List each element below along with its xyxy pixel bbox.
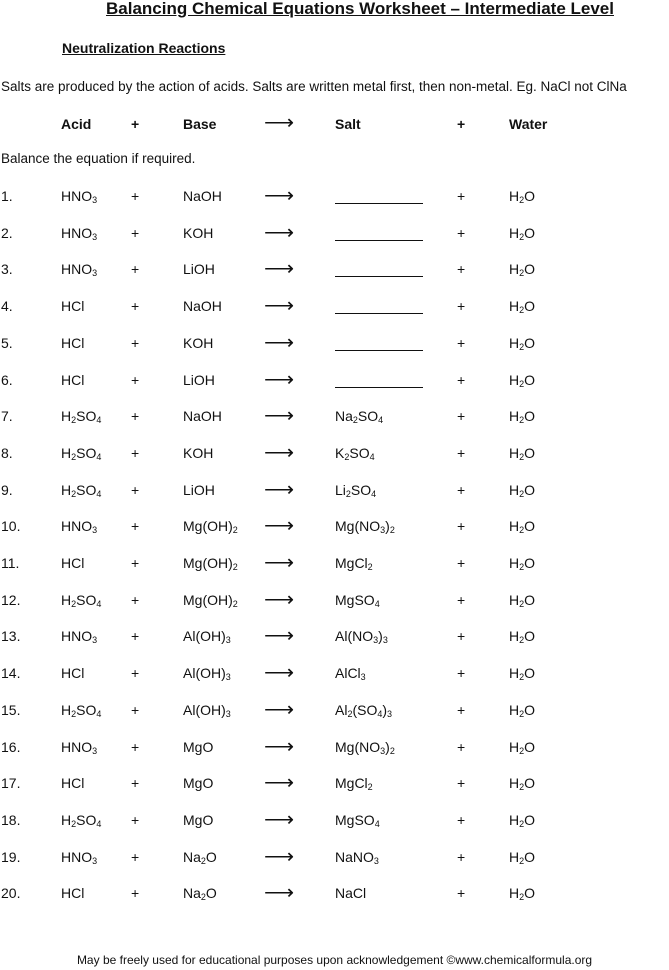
header-arrow-icon: ⟶ (264, 111, 295, 134)
plus-sign: + (131, 848, 140, 865)
plus-sign: + (457, 591, 466, 608)
base-formula: $Na_2O$ (183, 885, 217, 903)
base-formula: MgO (183, 775, 214, 792)
equation-row (0, 881, 669, 907)
water-formula: $H_2O$ (509, 371, 536, 389)
base-formula: $Al(OH)_3$ (183, 628, 231, 646)
salt-formula: $Li_2SO_4$ (335, 481, 377, 499)
equation-row (0, 477, 669, 504)
worksheet-title: Balancing Chemical Equations Worksheet – Intermediate Level (106, 0, 614, 18)
base-formula: LiOH (183, 261, 215, 278)
equation-number: 16. (1, 738, 21, 755)
equation-row (0, 440, 669, 467)
base-formula: $Na_2O$ (183, 848, 217, 866)
equation-number: 5. (1, 334, 13, 351)
acid-formula: HCl (61, 885, 85, 902)
base-formula: NaOH (183, 408, 222, 425)
water-formula: $H_2O$ (509, 224, 536, 242)
arrow-icon: ⟶ (264, 587, 295, 611)
plus-sign: + (131, 665, 140, 682)
header-plus: + (457, 116, 466, 132)
salt-formula: $Al_2(SO_4)_3$ (335, 701, 393, 719)
plus-sign: + (457, 811, 466, 828)
equation-row (0, 330, 669, 357)
arrow-icon: ⟶ (264, 661, 295, 685)
arrow-icon: ⟶ (264, 184, 295, 207)
acid-formula: $H_2SO_4$ (61, 701, 102, 719)
plus-sign: + (457, 444, 466, 461)
plus-sign: + (131, 298, 140, 315)
acid-formula: $HNO_3$ (61, 518, 98, 536)
salt-answer-blank[interactable] (335, 335, 423, 354)
salt-formula: $Mg(NO_3)_2$ (335, 738, 395, 756)
acid-formula: HCl (61, 775, 85, 792)
water-formula: $H_2O$ (509, 591, 536, 609)
water-formula: $H_2O$ (509, 261, 536, 279)
equation-row (0, 587, 669, 614)
plus-sign: + (457, 224, 466, 241)
water-formula: $H_2O$ (509, 665, 536, 683)
base-formula: $Mg(OH)_2$ (183, 555, 238, 572)
base-formula: LiOH (183, 481, 215, 498)
equation-number: 15. (1, 701, 21, 718)
equation-number: 11. (1, 555, 20, 571)
intro-text: Salts are produced by the action of acids. Salts are written metal first, then non-metal. Eg. NaCl not ClNa (1, 79, 627, 94)
water-formula: $H_2O$ (509, 334, 536, 352)
section-heading: Neutralization Reactions (62, 40, 226, 56)
equation-row (0, 404, 669, 430)
arrow-icon: ⟶ (264, 514, 295, 538)
salt-answer-blank[interactable] (335, 225, 423, 244)
plus-sign: + (131, 188, 140, 204)
acid-formula: $HNO_3$ (61, 261, 98, 279)
plus-sign: + (457, 738, 466, 755)
equation-number: 6. (1, 371, 13, 388)
equation-number: 10. (1, 518, 21, 535)
salt-formula: AlCl$_3$ (335, 665, 366, 683)
arrow-icon: ⟶ (264, 294, 295, 318)
header-salt: Salt (335, 116, 361, 132)
equation-row (0, 184, 669, 210)
salt-formula: MgSO$_4$ (335, 811, 380, 829)
plus-sign: + (131, 555, 140, 571)
salt-formula: $Mg(NO_3)_2$ (335, 518, 395, 536)
plus-sign: + (457, 628, 466, 645)
arrow-icon: ⟶ (264, 330, 295, 354)
equation-number: 2. (1, 224, 13, 241)
equation-row (0, 844, 669, 871)
equation-number: 8. (1, 444, 13, 461)
salt-answer-blank[interactable] (335, 188, 423, 207)
plus-sign: + (457, 848, 466, 865)
salt-formula: MgSO$_4$ (335, 591, 380, 609)
acid-formula: HCl (61, 371, 85, 388)
arrow-icon: ⟶ (264, 807, 295, 831)
plus-sign: + (457, 518, 466, 535)
salt-answer-blank[interactable] (335, 261, 423, 280)
acid-formula: HCl (61, 298, 85, 315)
plus-sign: + (131, 481, 140, 498)
plus-sign: + (457, 298, 466, 315)
water-formula: $H_2O$ (509, 775, 536, 793)
base-formula: NaOH (183, 298, 222, 315)
acid-formula: HCl (61, 665, 85, 682)
base-formula: MgO (183, 738, 214, 755)
equation-number: 17. (1, 775, 21, 792)
equation-row (0, 551, 669, 577)
header-water: Water (509, 116, 548, 132)
acid-formula: $HNO_3$ (61, 848, 98, 866)
plus-sign: + (131, 371, 140, 388)
water-formula: $H_2O$ (509, 885, 536, 903)
equation-row (0, 514, 669, 540)
equation-row (0, 367, 669, 394)
plus-sign: + (131, 701, 140, 718)
equation-number: 12. (1, 591, 21, 608)
equation-row (0, 624, 669, 650)
base-formula: $Al(OH)_3$ (183, 665, 231, 683)
water-formula: $H_2O$ (509, 555, 536, 572)
equation-number: 4. (1, 298, 13, 315)
acid-formula: HCl (61, 555, 85, 571)
plus-sign: + (131, 738, 140, 755)
equation-row (0, 220, 669, 247)
arrow-icon: ⟶ (264, 734, 295, 758)
plus-sign: + (131, 591, 140, 608)
arrow-icon: ⟶ (264, 624, 295, 648)
plus-sign: + (131, 518, 140, 535)
equation-number: 14. (1, 665, 21, 682)
equation-row (0, 257, 669, 283)
acid-formula: $HNO_3$ (61, 188, 98, 205)
water-formula: $H_2O$ (509, 481, 536, 499)
water-formula: $H_2O$ (509, 848, 536, 866)
base-formula: $Mg(OH)_2$ (183, 591, 238, 609)
plus-sign: + (131, 224, 140, 241)
equation-row (0, 294, 669, 320)
plus-sign: + (131, 334, 140, 351)
water-formula: $H_2O$ (509, 701, 536, 719)
arrow-icon: ⟶ (264, 220, 295, 244)
plus-sign: + (131, 811, 140, 828)
salt-formula: NaNO$_3$ (335, 848, 379, 866)
plus-sign: + (457, 701, 466, 718)
water-formula: $H_2O$ (509, 738, 536, 756)
plus-sign: + (131, 408, 140, 425)
water-formula: $H_2O$ (509, 444, 536, 462)
footer-credit: May be freely used for educational purposes upon acknowledgement ©www.chemicalformula.org (76, 953, 593, 967)
base-formula: NaOH (183, 188, 222, 204)
arrow-icon: ⟶ (264, 440, 295, 464)
water-formula: $H_2O$ (509, 628, 536, 646)
plus-sign: + (457, 188, 466, 204)
base-formula: MgO (183, 811, 214, 828)
plus-sign: + (131, 444, 140, 461)
equation-row (0, 771, 669, 797)
acid-formula: $HNO_3$ (61, 628, 98, 646)
acid-formula: $HNO_3$ (61, 224, 98, 242)
base-formula: KOH (183, 334, 214, 351)
arrow-icon: ⟶ (264, 771, 295, 795)
arrow-icon: ⟶ (264, 477, 295, 501)
plus-sign: + (131, 628, 140, 645)
water-formula: $H_2O$ (509, 298, 536, 316)
arrow-icon: ⟶ (264, 551, 295, 574)
plus-sign: + (457, 775, 466, 792)
equation-number: 3. (1, 261, 13, 278)
base-formula: $Al(OH)_3$ (183, 701, 231, 719)
header-base: Base (183, 116, 217, 132)
plus-sign: + (457, 261, 466, 278)
acid-formula: $H_2SO_4$ (61, 481, 102, 499)
base-formula: $Mg(OH)_2$ (183, 518, 238, 536)
acid-formula: HCl (61, 334, 85, 351)
plus-sign: + (457, 665, 466, 682)
equation-row (0, 661, 669, 687)
arrow-icon: ⟶ (264, 257, 295, 281)
salt-formula: NaCl (335, 885, 367, 902)
water-formula: $H_2O$ (509, 188, 536, 205)
header-plus: + (131, 116, 140, 132)
salt-formula: MgCl$_2$ (335, 775, 373, 793)
salt-formula: MgCl$_2$ (335, 555, 373, 572)
equation-number: 20. (1, 885, 21, 902)
arrow-icon: ⟶ (264, 697, 295, 721)
equation-number: 9. (1, 481, 13, 498)
plus-sign: + (131, 885, 140, 902)
salt-formula: $Na_2SO_4$ (335, 408, 384, 426)
plus-sign: + (457, 885, 466, 902)
plus-sign: + (457, 371, 466, 388)
water-formula: $H_2O$ (509, 518, 536, 536)
equation-row (0, 734, 669, 761)
arrow-icon: ⟶ (264, 367, 295, 391)
arrow-icon: ⟶ (264, 404, 295, 428)
base-formula: KOH (183, 444, 214, 461)
equation-row (0, 807, 669, 834)
equation-number: 19. (1, 848, 21, 865)
arrow-icon: ⟶ (264, 881, 295, 905)
base-formula: KOH (183, 224, 214, 241)
plus-sign: + (131, 261, 140, 278)
arrow-icon: ⟶ (264, 844, 295, 868)
instruction-text: Balance the equation if required. (1, 151, 196, 166)
salt-formula: $K_2SO_4$ (335, 444, 375, 462)
water-formula: $H_2O$ (509, 811, 536, 829)
salt-answer-blank[interactable] (335, 298, 423, 317)
acid-formula: $H_2SO_4$ (61, 408, 102, 426)
plus-sign: + (457, 555, 466, 571)
plus-sign: + (457, 408, 466, 425)
water-formula: $H_2O$ (509, 408, 536, 426)
acid-formula: $H_2SO_4$ (61, 591, 102, 609)
equation-number: 7. (1, 408, 13, 425)
equation-number: 13. (1, 628, 21, 645)
plus-sign: + (457, 334, 466, 351)
plus-sign: + (131, 775, 140, 792)
acid-formula: $H_2SO_4$ (61, 811, 102, 829)
equation-row (0, 697, 669, 724)
acid-formula: $HNO_3$ (61, 738, 98, 756)
base-formula: LiOH (183, 371, 215, 388)
salt-answer-blank[interactable] (335, 372, 423, 391)
acid-formula: $H_2SO_4$ (61, 444, 102, 462)
equation-number: 1. (1, 188, 13, 204)
salt-formula: $Al(NO_3)_3$ (335, 628, 388, 646)
equation-number: 18. (1, 811, 21, 828)
plus-sign: + (457, 481, 466, 498)
header-acid: Acid (61, 116, 92, 132)
